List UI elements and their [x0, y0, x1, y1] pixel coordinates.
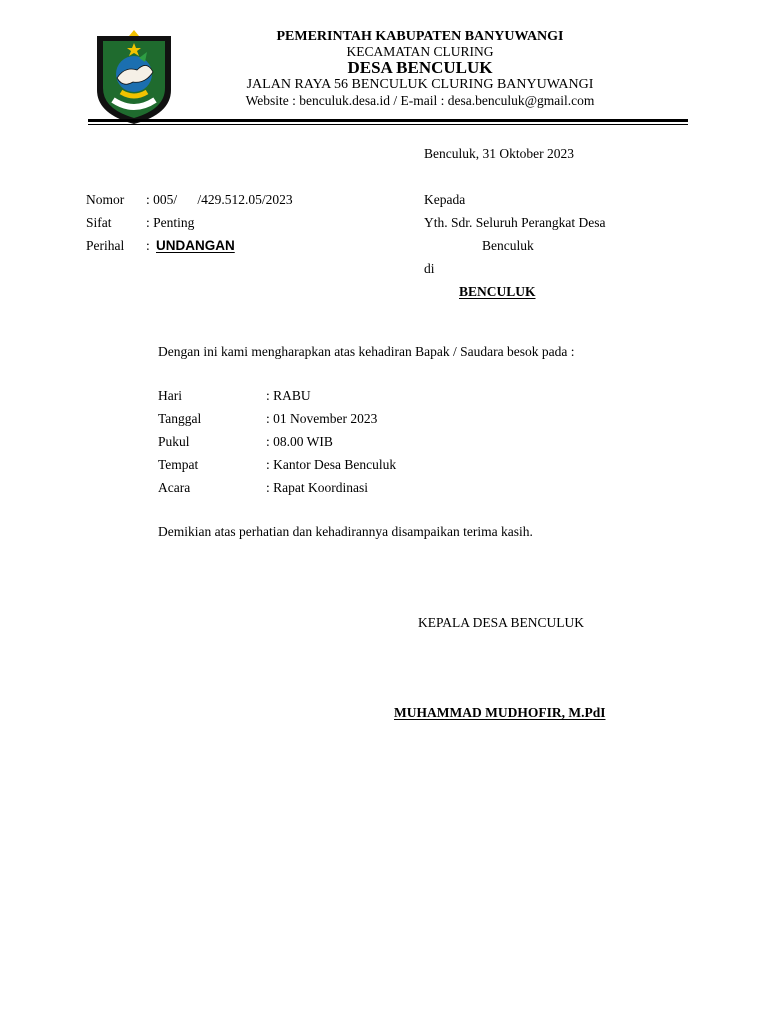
signature-name: MUHAMMAD MUDHOFIR, M.PdI — [394, 705, 606, 720]
recipient-kepada: Kepada — [424, 192, 466, 207]
detail-label: Hari — [158, 388, 182, 403]
detail-value: : Kantor Desa Benculuk — [266, 457, 397, 472]
detail-value: : 01 November 2023 — [266, 411, 378, 426]
signature-title: KEPALA DESA BENCULUK — [418, 615, 585, 630]
perihal-colon: : — [146, 238, 150, 253]
letter-intro: Dengan ini kami mengharapkan atas kehadiran Bapak / Saudara besok pada : — [158, 344, 575, 359]
detail-value: : Rapat Koordinasi — [266, 480, 368, 495]
perihal-label: Perihal — [86, 238, 125, 253]
sifat-label: Sifat — [86, 215, 112, 230]
recipient-name: Yth. Sdr. Seluruh Perangkat Desa — [424, 215, 606, 230]
nomor-value: : 005/ /429.512.05/2023 — [146, 192, 293, 207]
letterhead-government: PEMERINTAH KABUPATEN BANYUWANGI — [276, 29, 564, 44]
letterhead-address: JALAN RAYA 56 BENCULUK CLURING BANYUWANGI — [246, 77, 594, 92]
sifat-value: : Penting — [146, 215, 195, 230]
detail-label: Tanggal — [158, 411, 202, 426]
recipient-location: BENCULUK — [459, 284, 536, 299]
detail-label: Pukul — [158, 434, 190, 449]
detail-label: Tempat — [158, 457, 199, 472]
detail-value: : RABU — [266, 388, 311, 403]
detail-value: : 08.00 WIB — [266, 434, 333, 449]
perihal-value: UNDANGAN — [156, 238, 235, 253]
detail-label: Acara — [158, 480, 191, 495]
letterhead-contact: Website : benculuk.desa.id / E-mail : desa.benculuk@gmail.com — [245, 93, 595, 108]
nomor-label: Nomor — [86, 192, 125, 207]
letter-closing: Demikian atas perhatian dan kehadirannya disampaikan terima kasih. — [158, 524, 533, 539]
letterhead-divider-thin — [88, 124, 688, 125]
letterhead-village: DESA BENCULUK — [347, 58, 493, 77]
letter-date: Benculuk, 31 Oktober 2023 — [424, 146, 574, 161]
recipient-place: Benculuk — [482, 238, 534, 253]
letterhead-district: KECAMATAN CLURING — [346, 44, 494, 59]
recipient-di: di — [424, 261, 435, 276]
letterhead-divider-thick — [88, 119, 688, 122]
